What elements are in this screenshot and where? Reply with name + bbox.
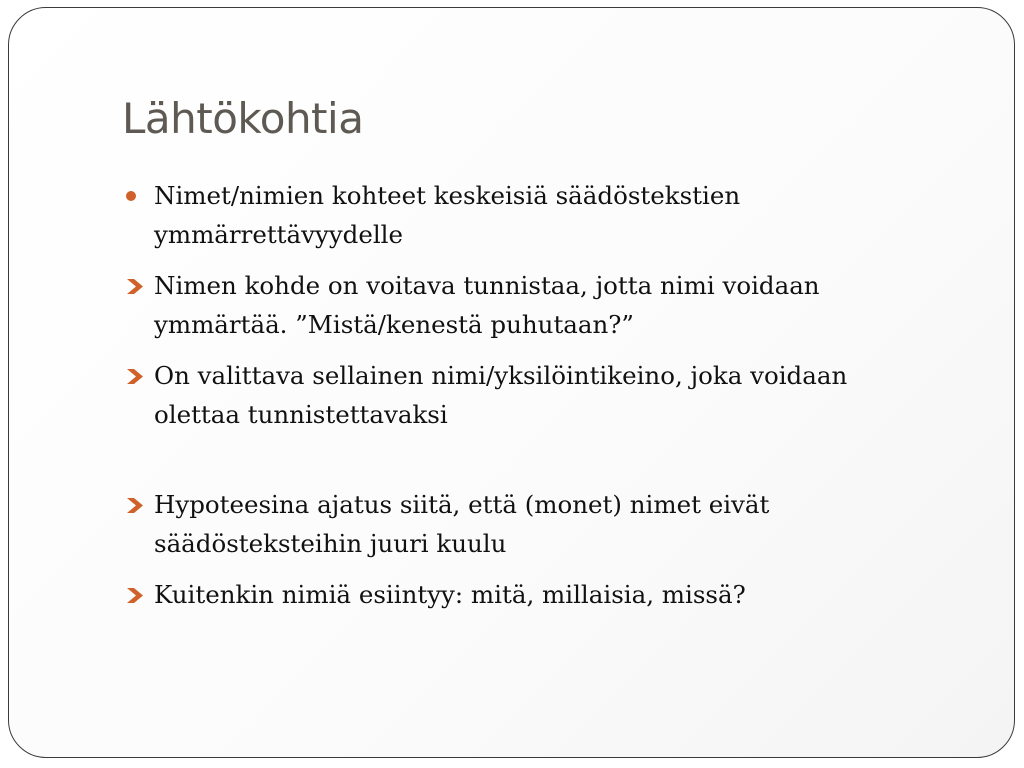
arrow-bullet-icon bbox=[124, 356, 148, 395]
bullet-text: Nimet/nimien kohteet keskeisiä säädöstekstien ymmärrettävyydelle bbox=[154, 181, 741, 249]
list-item bbox=[122, 575, 922, 614]
arrow-bullet-icon bbox=[124, 575, 148, 614]
list-item bbox=[122, 266, 922, 344]
arrow-bullet-icon bbox=[124, 266, 148, 305]
list-item bbox=[122, 356, 922, 434]
list-item bbox=[122, 176, 922, 254]
dot-bullet-icon bbox=[124, 176, 148, 215]
arrow-bullet-icon bbox=[124, 485, 148, 524]
slide-title: Lähtökohtia bbox=[122, 94, 364, 143]
bullet-text: Hypoteesina ajatus siitä, että (monet) nimet eivät säädösteksteihin juuri kuulu bbox=[154, 490, 770, 558]
list-item bbox=[122, 485, 922, 563]
bullet-text: Kuitenkin nimiä esiintyy: mitä, millaisia, missä? bbox=[154, 580, 746, 609]
bullet-text: Nimen kohde on voitava tunnistaa, jotta nimi voidaan ymmärtää. ”Mistä/kenestä puhutaan?” bbox=[154, 271, 820, 339]
bullet-list bbox=[122, 176, 922, 626]
bullet-text: On valittava sellainen nimi/yksilöintikeino, joka voidaan olettaa tunnistettavaksi bbox=[154, 361, 848, 429]
slide bbox=[8, 7, 1015, 758]
